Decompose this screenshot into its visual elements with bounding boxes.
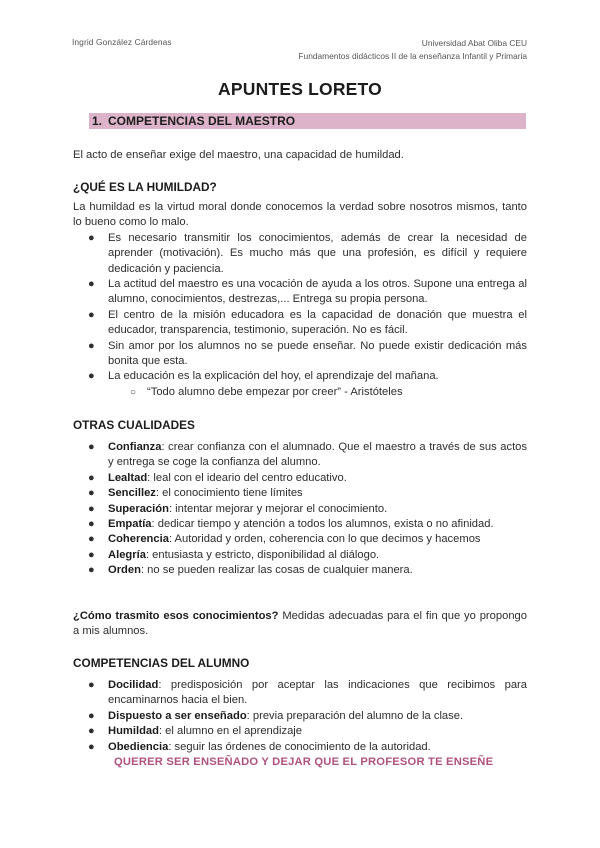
list-item bbox=[73, 563, 527, 578]
quote-item bbox=[108, 385, 527, 400]
circle-bullet-icon: ○ bbox=[130, 386, 137, 398]
term: Lealtad bbox=[108, 471, 148, 484]
transmito-question: ¿Cómo trasmito esos conocimientos? bbox=[73, 610, 279, 622]
list-item bbox=[73, 532, 527, 547]
transmito-paragraph bbox=[73, 609, 527, 640]
term: Sencillez bbox=[108, 487, 156, 500]
term-desc: : entusiasta y estricto, disponibilidad al diálogo. bbox=[145, 548, 380, 561]
bullet-icon: ● bbox=[88, 518, 95, 531]
bullet-icon: ● bbox=[88, 471, 95, 484]
list-item bbox=[73, 486, 527, 501]
bullet-icon: ● bbox=[88, 740, 95, 753]
bullet-icon: ● bbox=[88, 278, 95, 291]
list-item bbox=[73, 440, 527, 471]
list-item bbox=[73, 517, 527, 532]
otras-body bbox=[73, 440, 527, 579]
list-item bbox=[73, 502, 527, 517]
list-item bbox=[73, 277, 527, 308]
term-desc: : no se pueden realizar las cosas de cualquier manera. bbox=[140, 564, 413, 577]
term: Humildad bbox=[108, 725, 159, 738]
transmito-answer: Medidas adecuadas para el fin que yo propongo a mis alumnos. bbox=[73, 610, 527, 638]
alumno-bullets bbox=[73, 678, 527, 755]
term-desc: : intentar mejorar y mejorar el conocimiento. bbox=[168, 502, 388, 515]
list-item bbox=[73, 709, 527, 724]
term: Confianza bbox=[108, 441, 162, 453]
list-item bbox=[73, 369, 527, 400]
humildad-body bbox=[73, 200, 527, 400]
humildad-heading: ¿QUÉ ES LA HUMILDAD? bbox=[73, 180, 217, 194]
humildad-section bbox=[73, 180, 527, 195]
otras-bullets bbox=[73, 440, 527, 579]
page-title: APUNTES LORETO bbox=[218, 79, 382, 99]
header-author: Ingrid González Cárdenas bbox=[72, 37, 172, 47]
sub-list bbox=[108, 385, 527, 400]
term: Dispuesto a ser enseñado bbox=[108, 709, 247, 722]
bullet-icon: ● bbox=[88, 487, 95, 500]
term-desc: : predisposición por aceptar las indicaciones que recibimos para encaminarnos hacia el bien. bbox=[108, 679, 527, 707]
term-desc: : seguir las órdenes de conocimiento de la autoridad. bbox=[168, 740, 431, 753]
list-item-text: El centro de la misión educadora es la capacidad de donación que muestra el educador, transparencia, testimonio, superación. No es fácil. bbox=[108, 308, 527, 337]
list-item-text: La actitud del maestro es una vocación de ayuda a los otros. Supone una entrega al alumno, conocimientos, destrezas,... Entrega su propia persona. bbox=[108, 278, 527, 306]
quote-text: “Todo alumno debe empezar por creer” - Aristóteles bbox=[147, 385, 403, 398]
bullet-icon: ● bbox=[88, 231, 95, 244]
list-item bbox=[73, 548, 527, 563]
bullet-icon: ● bbox=[88, 709, 95, 722]
bullet-icon: ● bbox=[88, 308, 95, 321]
humildad-bullets bbox=[73, 231, 527, 400]
bullet-icon: ● bbox=[88, 339, 95, 352]
list-item-text: Es necesario transmitir los conocimientos, además de crear la necesidad de aprender (motivación). Es mucho más que una profesión, es difícil y requiere dedicación y paciencia. bbox=[108, 231, 527, 275]
section-title: COMPETENCIAS DEL MAESTRO bbox=[108, 114, 296, 128]
bullet-icon: ● bbox=[88, 370, 95, 383]
term-desc: : previa preparación del alumno de la clase. bbox=[246, 709, 464, 722]
intro-text: El acto de enseñar exige del maestro, una capacidad de humildad. bbox=[73, 149, 404, 161]
term: Obediencia bbox=[108, 740, 169, 753]
term: Superación bbox=[108, 502, 169, 515]
list-item bbox=[73, 231, 527, 277]
list-item bbox=[73, 740, 527, 755]
term-desc: : crear confianza con el alumnado. Que el maestro a través de sus actos y entrega se coge la confianza del alumno. bbox=[108, 441, 527, 469]
list-item bbox=[73, 724, 527, 739]
header-course: Fundamentos didácticos II de la enseñanza Infantil y Primaria bbox=[298, 50, 527, 61]
bullet-icon: ● bbox=[88, 502, 95, 515]
term: Coherencia bbox=[108, 533, 169, 546]
alumno-section bbox=[73, 656, 527, 671]
header-institution bbox=[298, 37, 527, 62]
term: Alegría bbox=[108, 548, 146, 561]
term: Docilidad bbox=[108, 679, 159, 691]
section-heading-competencias-maestro bbox=[89, 113, 526, 129]
otras-heading: OTRAS CUALIDADES bbox=[73, 418, 195, 432]
list-item bbox=[73, 678, 527, 709]
section-number: 1. bbox=[92, 114, 103, 128]
list-item bbox=[73, 339, 527, 370]
bullet-icon: ● bbox=[88, 548, 95, 561]
bullet-icon: ● bbox=[88, 725, 95, 738]
term-desc: : dedicar tiempo y atención a todos los alumnos, exista o no afinidad. bbox=[151, 518, 494, 531]
humildad-definition: La humildad es la virtud moral donde conocemos la verdad sobre nosotros mismos, tanto lo bueno como lo malo. bbox=[73, 201, 527, 229]
list-item-text: Sin amor por los alumnos no se puede enseñar. No puede existir dedicación más bonita que esta. bbox=[108, 339, 527, 368]
term: Empatía bbox=[108, 518, 152, 531]
list-item-text: La educación es la explicación del hoy, el aprendizaje del mañana. bbox=[108, 370, 439, 383]
bullet-icon: ● bbox=[88, 679, 95, 691]
bullet-icon: ● bbox=[88, 533, 95, 546]
closing-statement: QUERER SER ENSEÑADO Y DEJAR QUE EL PROFESOR TE ENSEÑE bbox=[114, 756, 494, 769]
otras-section bbox=[73, 418, 527, 433]
term-desc: : el conocimiento tiene límites bbox=[155, 487, 303, 500]
alumno-body bbox=[73, 678, 527, 770]
term: Orden bbox=[108, 564, 141, 577]
alumno-heading: COMPETENCIAS DEL ALUMNO bbox=[73, 656, 250, 670]
list-item bbox=[73, 471, 527, 486]
term-desc: : leal con el ideario del centro educativo. bbox=[147, 471, 347, 484]
bullet-icon: ● bbox=[88, 564, 95, 577]
intro-paragraph bbox=[73, 148, 527, 163]
term-desc: : el alumno en el aprendizaje bbox=[158, 725, 303, 738]
term-desc: : Autoridad y orden, coherencia con lo que decimos y hacemos bbox=[168, 533, 481, 546]
header-university: Universidad Abat Oliba CEU bbox=[421, 38, 527, 48]
bullet-icon: ● bbox=[88, 441, 95, 453]
list-item bbox=[73, 308, 527, 339]
